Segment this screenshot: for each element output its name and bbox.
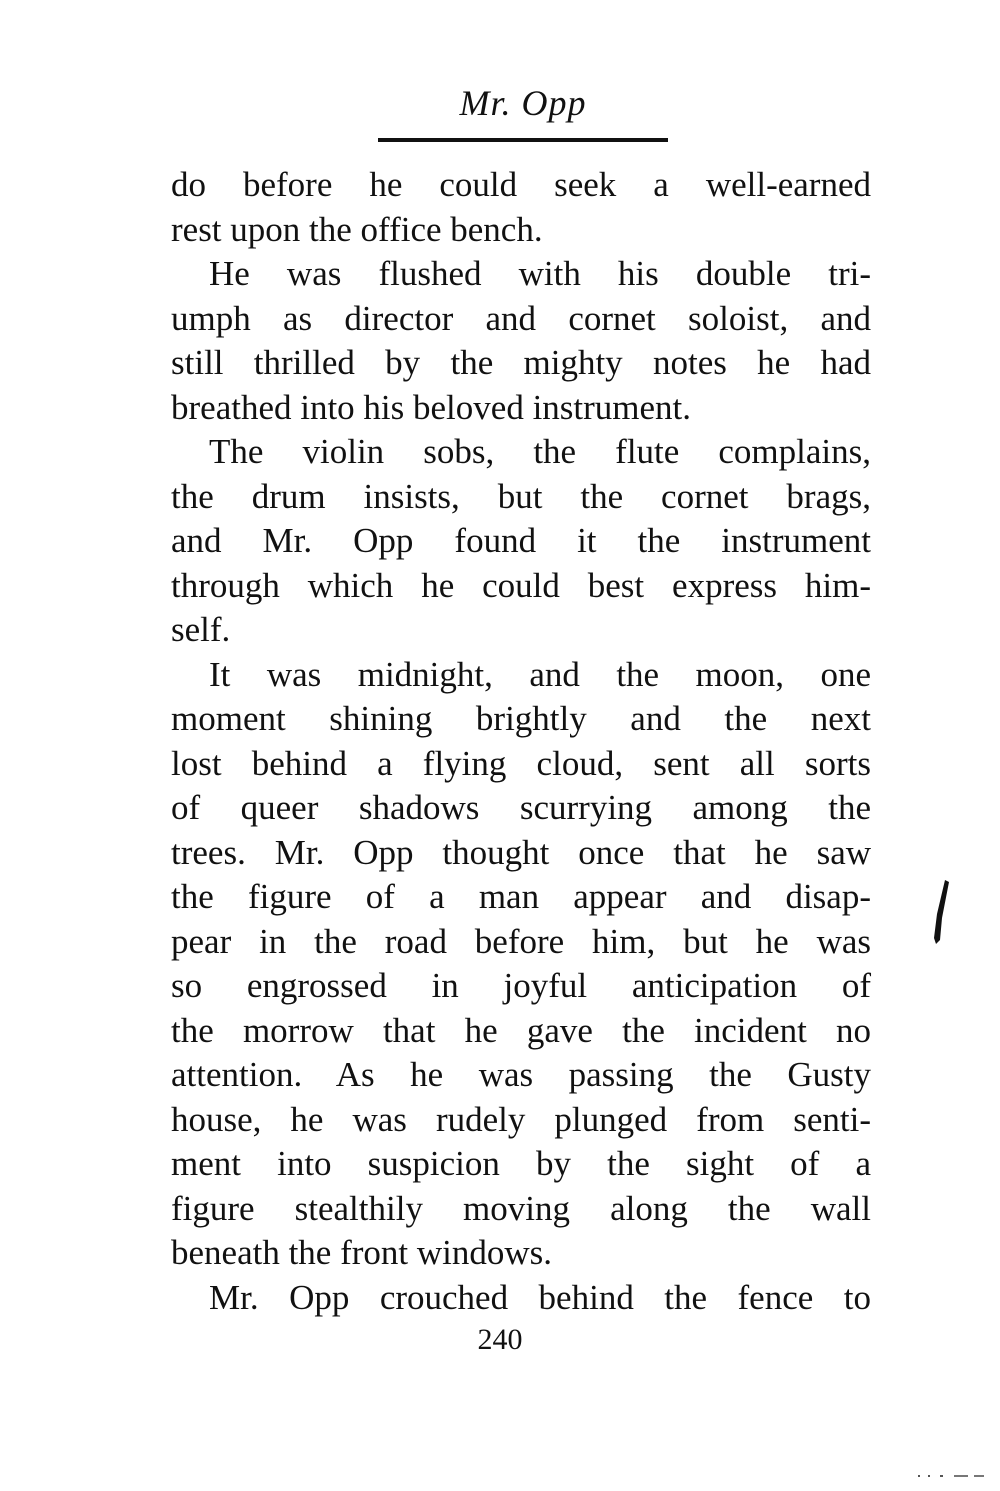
header-rule [378,138,668,142]
text-line: the morrow that he gave the incident no [171,1010,871,1050]
text-line: rest upon the office bench. [171,209,543,249]
body-text [171,163,871,1320]
page-number: 240 [477,1323,523,1356]
scan-artifact-dots [918,1474,988,1478]
text-line: so engrossed in joyful anticipation of [171,966,871,1005]
text-line: Mr. Opp crouched behind the fence to [209,1277,871,1317]
text-line: trees. Mr. Opp thought once that he saw [171,832,871,872]
text-line: ment into suspicion by the sight of a [171,1144,871,1183]
text-line: moment shining brightly and the next [171,699,871,738]
text-line: the figure of a man appear and disap- [171,877,871,916]
text-line: self. [171,610,231,649]
text-line: lost behind a flying cloud, sent all sorts [171,743,871,783]
text-line: umph as director and cornet soloist, and [171,298,871,338]
text-line: figure stealthily moving along the wall [171,1188,871,1228]
text-line: house, he was rudely plunged from senti- [171,1099,871,1139]
text-line: of queer shadows scurrying among the [171,788,871,827]
text-line: attention. As he was passing the Gusty [171,1055,871,1094]
text-line: beneath the front windows. [171,1233,553,1272]
text-line: It was midnight, and the moon, one [209,654,871,694]
text-line: breathed into his beloved instrument. [171,387,692,427]
text-line: through which he could best express him- [171,565,871,605]
text-line: The violin sobs, the flute complains, [209,432,871,471]
text-line: pear in the road before him, but he was [171,921,871,961]
text-line: the drum insists, but the cornet brags, [171,476,871,516]
margin-ink-mark [928,878,952,948]
text-line: and Mr. Opp found it the instrument [171,521,871,560]
text-line: do before he could seek a well-earned [171,165,871,204]
text-line: still thrilled by the mighty notes he had [171,343,871,382]
text-line: He was flushed with his double tri- [209,254,871,293]
running-title: Mr. Opp [459,83,587,123]
